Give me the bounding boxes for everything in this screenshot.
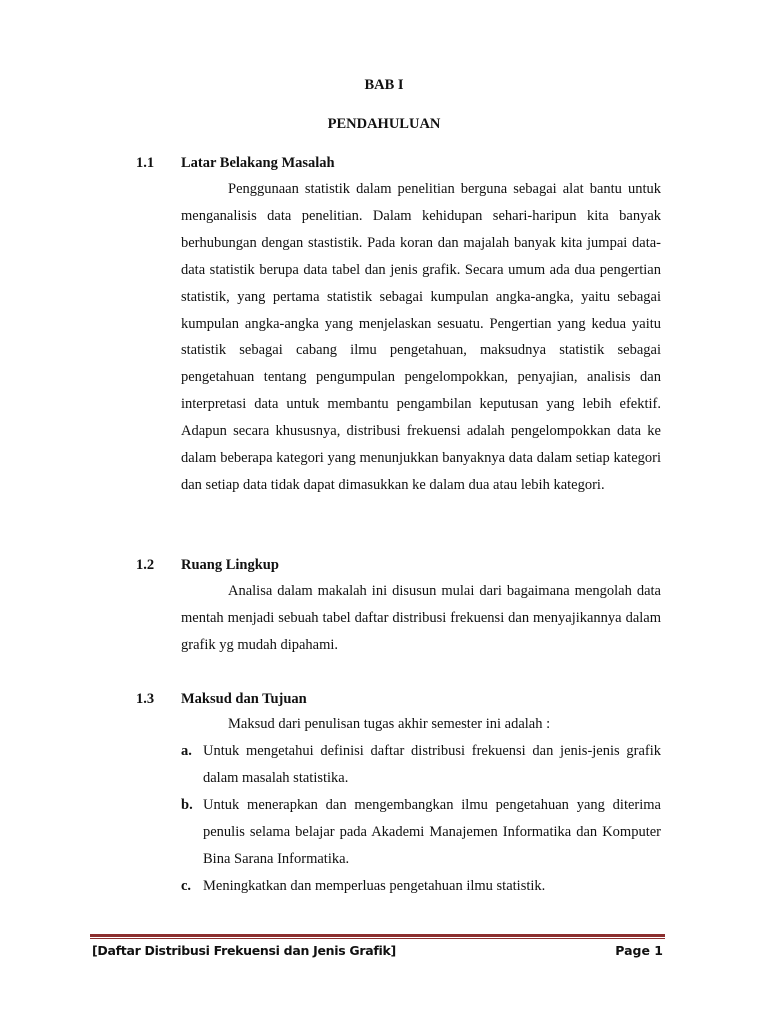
section-heading-1-2: [136, 557, 279, 574]
footer-rule-thin: [90, 938, 665, 939]
list-item-text: Meningkatkan dan memperluas pengetahuan ilmu statistik.: [203, 877, 546, 894]
section-title: Maksud dan Tujuan: [181, 691, 307, 707]
section-title: Ruang Lingkup: [181, 557, 279, 573]
list-marker: b.: [181, 796, 193, 813]
section-number: 1.1: [136, 155, 155, 171]
list-item: [181, 792, 661, 873]
list-marker: a.: [181, 743, 192, 759]
objectives-list: [181, 738, 661, 899]
section-number: 1.3: [136, 691, 155, 707]
section-paragraph-1-2: Analisa dalam makalah ini disusun mulai dari bagaimana mengolah data mentah menjadi sebuah tabel daftar distribusi frekuensi dan menyajikannya dalam grafik yg mudah dipahami.: [181, 583, 661, 653]
list-item-text: Untuk mengetahui definisi daftar distribusi frekuensi dan jenis-jenis grafik dalam masalah statistika.: [203, 743, 661, 786]
list-item: [181, 738, 661, 792]
section-paragraph-1-1: Penggunaan statistik dalam penelitian berguna sebagai alat bantu untuk menganalisis data penelitian. Dalam kehidupan sehari-haripun kita banyak berhubungan dengan stastistik. Pada koran dan majalah banyak kita jumpai data-data statistik berupa data tabel dan jenis grafik. Secara umum ada dua pengertian statistik, yang pertama statistik sebagai kumpulan angka-angka, yaitu sebagai kumpulan angka-angka yang menjelaskan sesuatu. Pengertian yang kedua yaitu statistik sebagai cabang ilmu pengetahuan, maksudnya statistik sebagai pengetahuan tentang pengumpulan pengelompokkan, penyajian, analisis dan interpretasi data untuk membantu pengambilan keputusan yang lebih efektif. Adapun secara khususnya, distribusi frekuensi adalah pengelompokkan data ke dalam beberapa kategori yang menunjukkan banyaknya data dalam setiap kategori dan setiap data tidak dapat dimasukkan ke dalam dua atau lebih kategori.: [181, 181, 661, 493]
section-number: 1.2: [136, 557, 155, 573]
footer-rule-thick: [90, 934, 665, 937]
chapter-label: BAB I: [364, 77, 404, 93]
list-marker: c.: [181, 877, 192, 894]
chapter-title: PENDAHULUAN: [327, 116, 441, 132]
section-title: Latar Belakang Masalah: [181, 155, 335, 171]
list-item: [181, 873, 661, 900]
list-item-text: Untuk menerapkan dan mengembangkan ilmu pengetahuan yang diterima penulis selama belajar pada Akademi Manajemen Informatika dan Komputer Bina Sarana Informatika.: [203, 796, 661, 867]
footer-document-title: [Daftar Distribusi Frekuensi dan Jenis Grafik]: [92, 943, 396, 958]
section-heading-1-1: [136, 155, 335, 172]
section-intro-1-3: Maksud dari penulisan tugas akhir semester ini adalah :: [228, 716, 551, 732]
footer-page-number: Page 1: [615, 943, 663, 958]
section-heading-1-3: [136, 691, 307, 708]
